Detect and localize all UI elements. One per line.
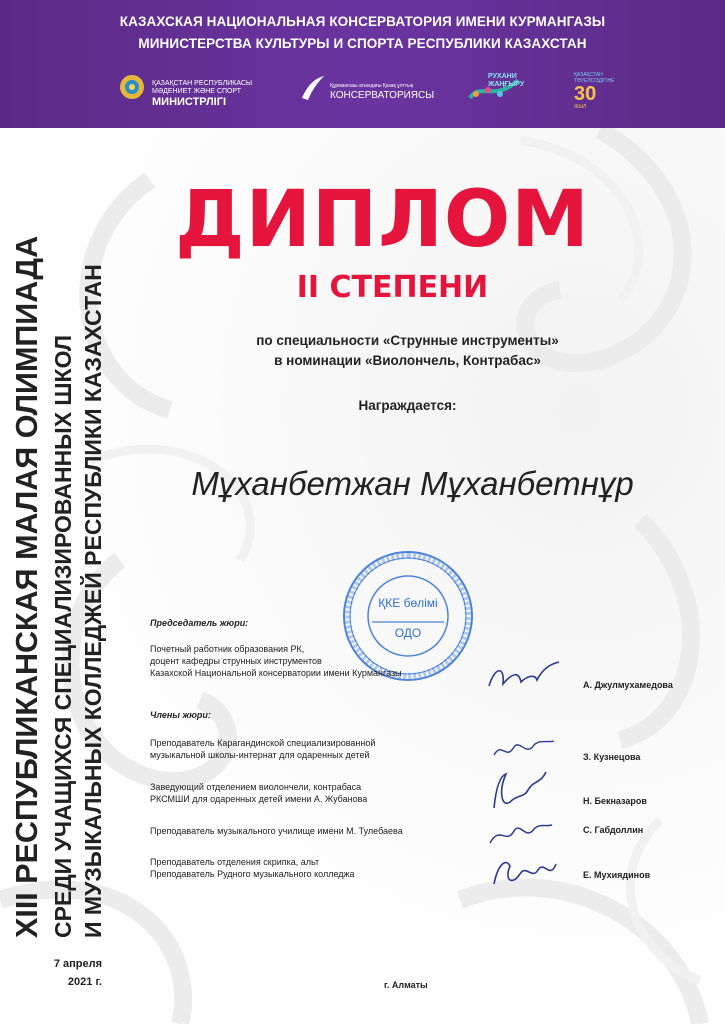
jury-chair-line1: Почетный работник образования РК,: [150, 644, 305, 654]
jury-member-3-description: [150, 825, 403, 837]
stamp-text-bottom: ОДО: [394, 626, 422, 640]
jury-member-3-name: С. Габдоллин: [583, 825, 644, 835]
independence-logo-line4: ЖЫЛ: [574, 104, 587, 110]
ministry-logo-line2: МӘДЕНИЕТ ЖӘНЕ СПОРТ: [152, 88, 242, 95]
independence-logo-number: 30: [574, 83, 597, 105]
jury-member-1-line2: музыкальной школы-интернат для одаренных детей: [150, 750, 370, 760]
state-emblem-icon: [118, 70, 146, 109]
jury-members-heading: Члены жюри:: [150, 710, 211, 720]
awarded-label: Награждается:: [358, 398, 457, 413]
conservatory-logo-line2: КОНСЕРВАТОРИЯСЫ: [330, 90, 435, 101]
award-date-line1: 7 апреля: [53, 958, 102, 970]
jury-member-4-line1: Преподаватель отделения скрипка, альт: [150, 857, 320, 867]
header-title-line1: КАЗАХСКАЯ НАЦИОНАЛЬНАЯ КОНСЕРВАТОРИЯ ИМЕНИ КУРМАНГАЗЫ: [119, 14, 606, 29]
diploma-degree: II СТЕПЕНИ: [296, 270, 489, 305]
jury-member-4-description: [150, 856, 355, 880]
jury-member-2-name: Н. Бекназаров: [583, 796, 647, 806]
jury-member-2-line2: РКСМШИ для одаренных детей имени А. Жубанова: [150, 794, 368, 804]
member-1-signature: [490, 735, 560, 765]
jury-chair-description: [150, 643, 402, 679]
ministry-logo-line1: ҚАЗАҚСТАН РЕСПУБЛИКАСЫ: [152, 80, 253, 87]
ministry-logo-text: [152, 80, 252, 108]
olympiad-title-line3: И МУЗЫКАЛЬНЫХ КОЛЛЕДЖЕЙ РЕСПУБЛИКИ КАЗАХСТАН: [80, 264, 106, 938]
rukhani-logo-line1: РУХАНИ: [488, 73, 517, 80]
jury-member-2-line1: Заведующий отделением виолончели, контрабаса: [150, 782, 362, 792]
jury-chair-line2: доцент кафедры струнных инструментов: [150, 656, 322, 666]
header-banner: [0, 0, 725, 128]
stamp-text-top: ҚКЕ бөлімі: [378, 596, 438, 610]
independence-logo-line2: ТӘУЕЛСІЗДІГІНЕ: [574, 78, 615, 84]
jury-member-1-name: З. Кузнецова: [583, 752, 641, 762]
jury-member-3-line1: Преподаватель музыкального училище имени М. Тулебаева: [150, 826, 403, 836]
member-3-signature: [486, 815, 556, 851]
jury-chair-line3: Казахской Национальной консерватории имени Курмангазы: [150, 668, 402, 678]
jury-member-4-line2: Преподаватель Рудного музыкального колледжа: [150, 869, 355, 879]
jury-member-4-name: Е. Мухиядинов: [583, 870, 651, 880]
independence-30-logo-icon: [574, 72, 614, 110]
diploma-title: ДИПЛОМ: [175, 175, 590, 265]
member-2-signature: [488, 768, 558, 814]
specialty-text: по специальности «Струнные инструменты»: [256, 333, 559, 348]
jury-member-1-description: [150, 737, 375, 761]
award-date: [20, 958, 102, 988]
header-title-line2: МИНИСТЕРСТВА КУЛЬТУРЫ И СПОРТА РЕСПУБЛИКИ КАЗАХСТАН: [138, 36, 587, 51]
independence-logo-line1: ҚАЗАҚСТАН: [574, 72, 603, 78]
olympiad-title-line1: XIII РЕСПУБЛИКАНСКАЯ МАЛАЯ ОЛИМПИАДА: [10, 235, 44, 938]
jury-chair-heading: Председатель жюри:: [150, 618, 249, 628]
conservatory-logo-line1: Құрманғазы атындағы Қазақ ұлттық: [330, 83, 413, 89]
jury-member-1-line1: Преподаватель Карагандинской специализированной: [150, 738, 376, 748]
member-4-signature: [488, 850, 562, 892]
recipient-name: Мұханбетжан Мұханбетнұр: [191, 465, 634, 502]
rukhani-logo-line2: ЖАҢҒЫРУ: [488, 81, 525, 88]
jury-member-2-description: [150, 781, 367, 805]
award-city: г. Алматы: [384, 980, 428, 990]
award-date-line2: 2021 г.: [67, 976, 102, 988]
chair-signature: [485, 658, 565, 698]
ministry-logo-line3: МИНИСТРЛІГІ: [152, 96, 227, 108]
rukhani-logo-text: [488, 73, 524, 89]
conservatory-logo-icon: [298, 74, 328, 107]
olympiad-title-line2: СРЕДИ УЧАЩИХСЯ СПЕЦИАЛИЗИРОВАННЫХ ШКОЛ: [50, 334, 76, 938]
jury-chair-name: А. Джулмухамедова: [583, 680, 673, 690]
nomination-text: в номинации «Виолончель, Контрабас»: [274, 353, 541, 368]
conservatory-logo-text: [330, 82, 434, 102]
